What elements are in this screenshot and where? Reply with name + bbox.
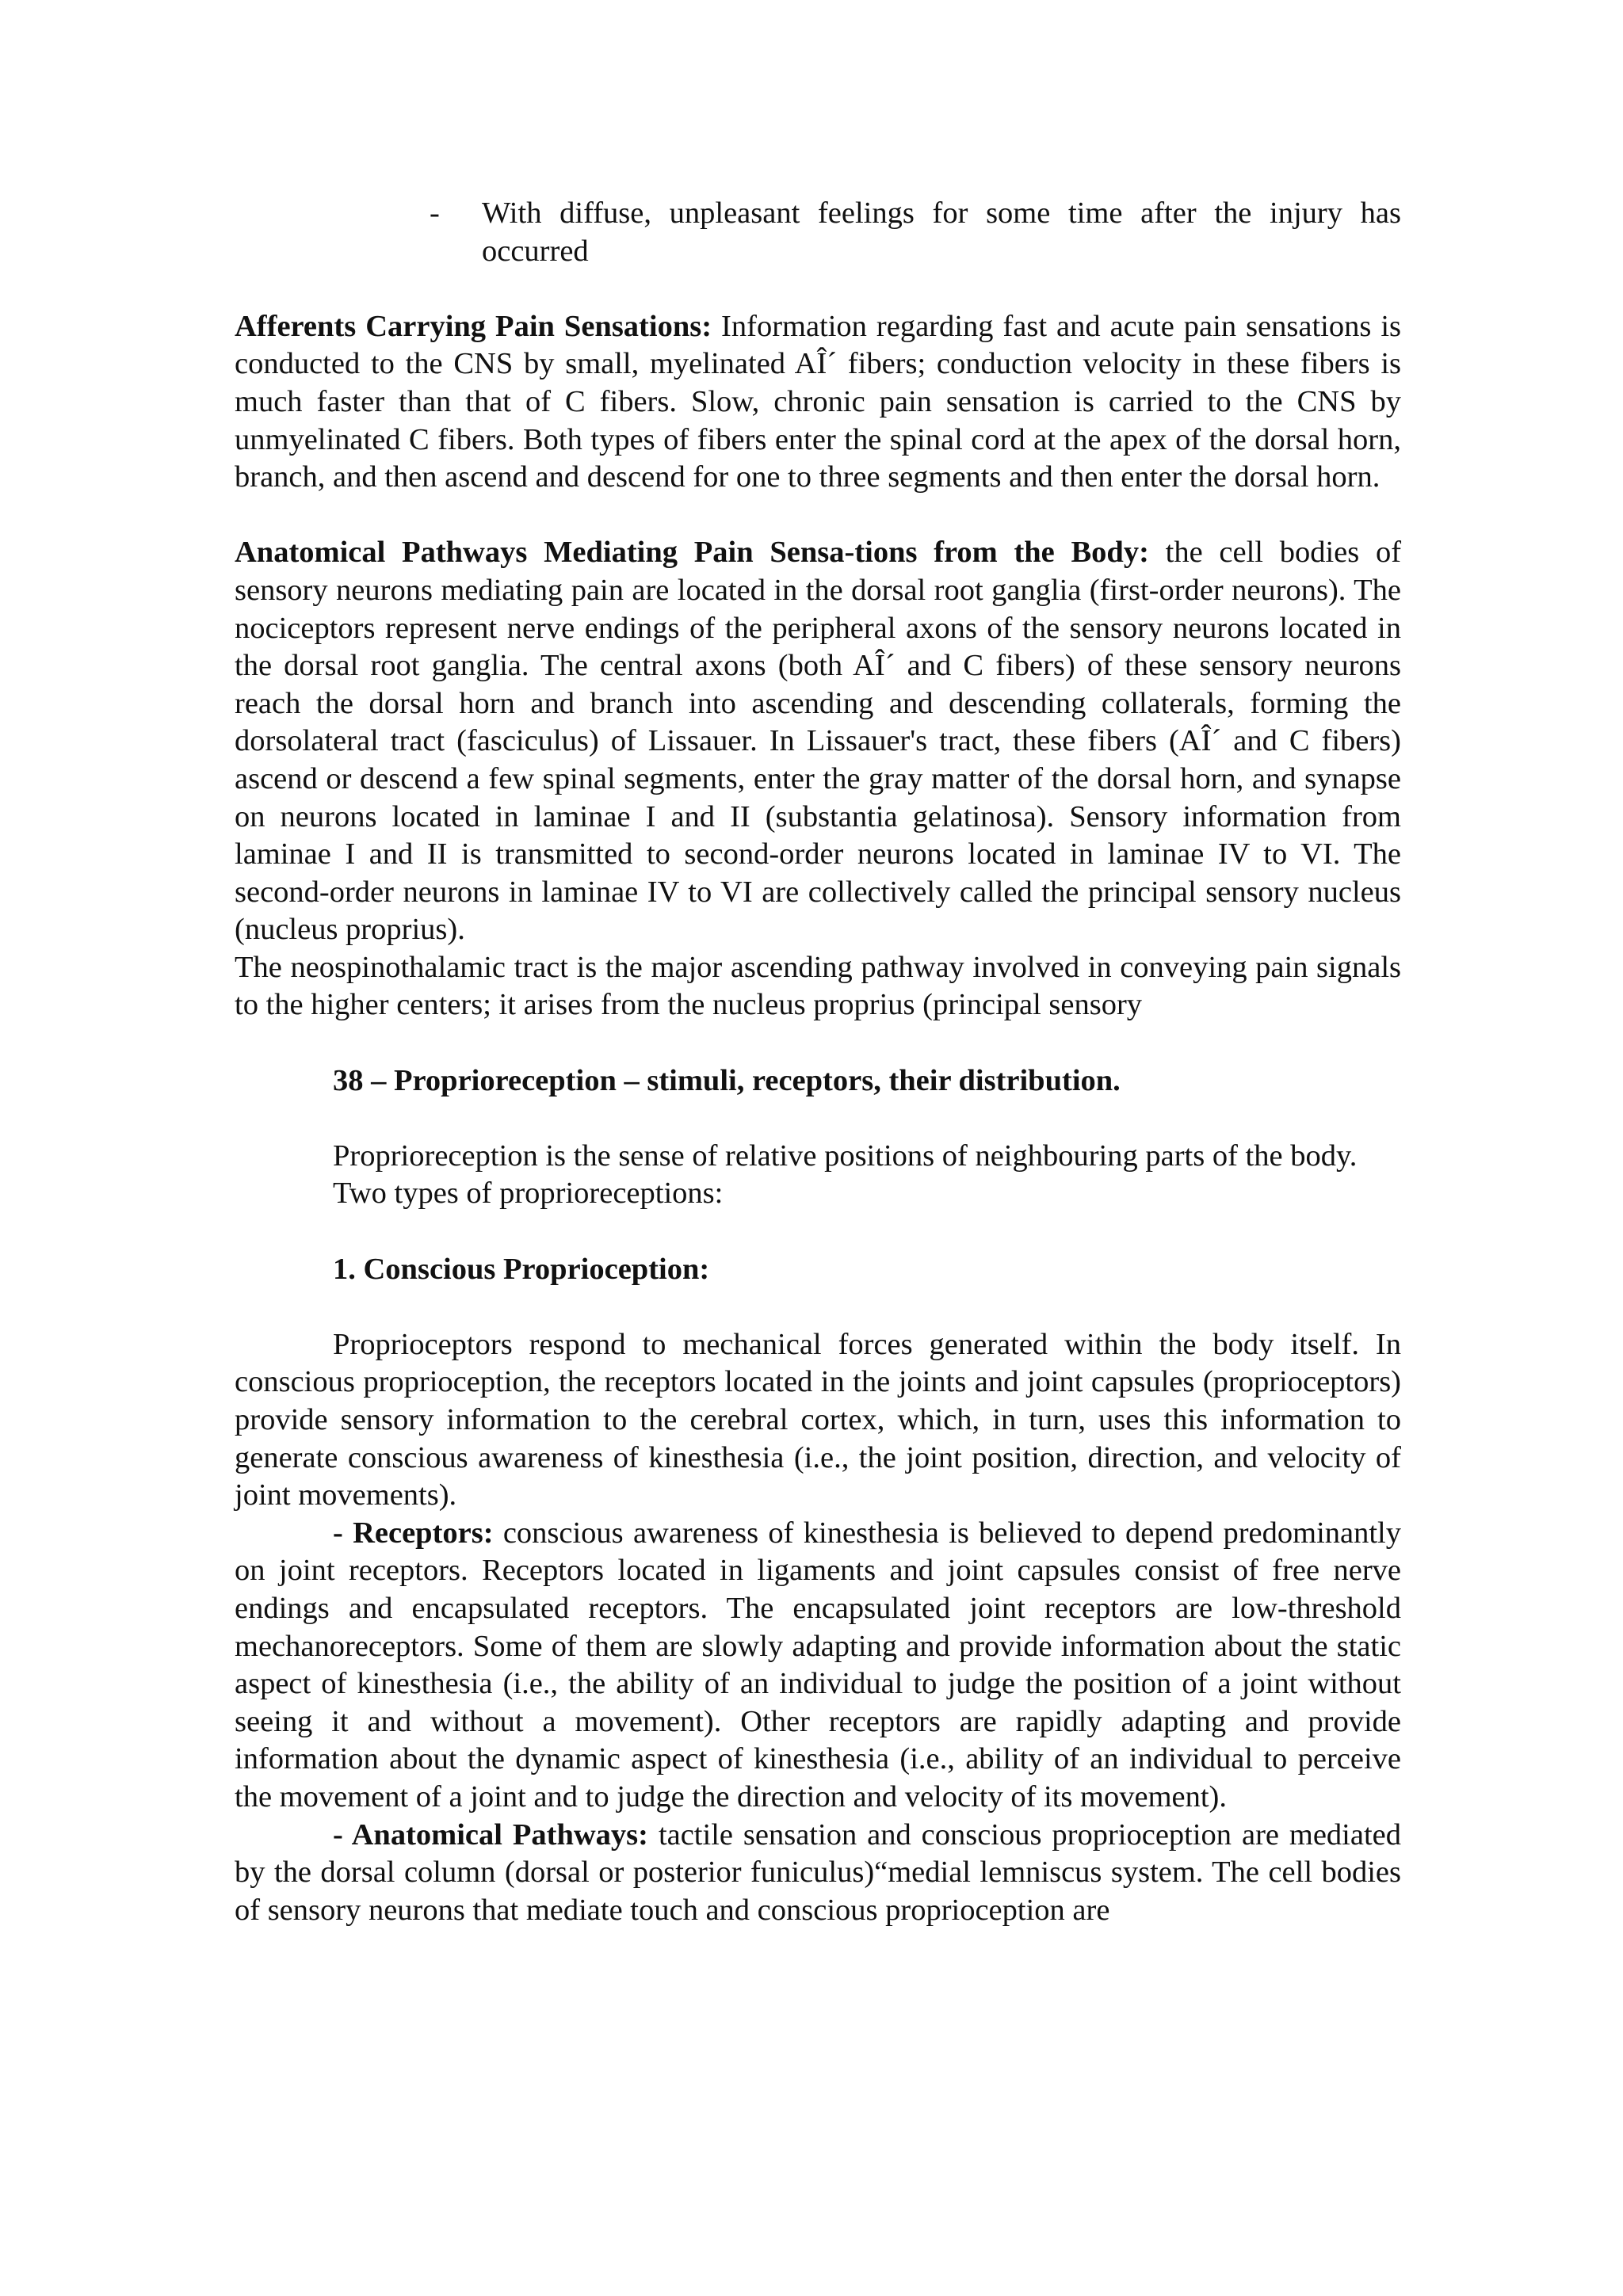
bullet-item <box>235 195 1401 270</box>
afferents-heading: Afferents Carrying Pain Sensations: <box>235 309 712 343</box>
anatomical-pathways-label: - Anatomical Pathways: <box>333 1817 648 1852</box>
types-intro: Two types of proprioreceptions: <box>333 1177 724 1211</box>
conscious-proprioception-heading: 1. Conscious Proprioception: <box>333 1252 710 1286</box>
bullet-text: With diffuse, unpleasant feelings for some time after the injury has occurred <box>482 196 1401 268</box>
receptors-body: conscious awareness of kinesthesia is believed to depend predominantly on joint receptors. Receptors located in ligaments and joint capsules consist of free nerve endings and encapsulated receptors. The encapsulated joint receptors are low-threshold mechanoreceptors. Some of them are slowly adapting and provide information about the static aspect of kinesthesia (i.e., the ability of an individual to judge the position of a joint without seeing it and without a movement). Other receptors are rapidly adapting and provide information about the dynamic aspect of kinesthesia (i.e., ability of an individual to perceive the movement of a joint and to judge the direction and velocity of its movement). <box>235 1516 1401 1814</box>
pathways-body: the cell bodies of sensory neurons mediating pain are located in the dorsal root ganglia (first-order neurons). The nociceptors represent nerve endings of the peripheral axons of the sensory neurons located in the dorsal root ganglia. The central axons (both AÎ´ and C fibers) of these sensory neurons reach the dorsal horn and branch into ascending and descending collaterals, forming the dorsolateral tract (fasciculus) of Lissauer. In Lissauer's tract, these fibers (AÎ´ and C fibers) ascend or descend a few spinal segments, enter the gray matter of the dorsal horn, and synapse on neurons located in laminae I and II (substantia gelatinosa). Sensory information from laminae I and II is transmitted to second-order neurons located in laminae IV to VI. The second-order neurons in laminae IV to VI are collectively called the principal sensory nucleus (nucleus proprius). <box>235 536 1402 947</box>
bullet-dash: - <box>430 196 440 230</box>
receptors-paragraph <box>235 1515 1401 1817</box>
afferents-paragraph <box>235 308 1401 497</box>
pathways-paragraph <box>235 534 1401 949</box>
conscious-proprioception-body: Proprioceptors respond to mechanical forces generated within the body itself. In conscious proprioception, the receptors located in the joints and joint capsules (proprioceptors) provide sensory information to the cerebral cortex, which, in turn, uses this information to generate conscious awareness of kinesthesia (i.e., the joint position, direction, and velocity of joint movements). <box>235 1327 1401 1512</box>
section-38-title: 38 – Proprioreception – stimuli, receptors, their distribution. <box>333 1063 1121 1097</box>
afferents-body: Information regarding fast and acute pain sensations is conducted to the CNS by small, myelinated AÎ´ fibers; conduction velocity in these fibers is much faster than that of C fibers. Slow, chronic pain sensation is carried to the CNS by unmyelinated C fibers. Both types of fibers enter the spinal cord at the apex of the dorsal horn, branch, and then ascend and descend for one to three segments and then enter the dorsal horn. <box>235 309 1402 494</box>
pathways-heading: Anatomical Pathways Mediating Pain Sensa-tions from the Body: <box>235 536 1149 570</box>
pathways-continuation: The neospinothalamic tract is the major ascending pathway involved in conveying pain signals to the higher centers; it arises from the nucleus proprius (principal sensory <box>235 950 1401 1022</box>
proprioreception-definition: Proprioreception is the sense of relative positions of neighbouring parts of the body. <box>333 1138 1358 1173</box>
anatomical-pathways-paragraph <box>235 1817 1401 1930</box>
receptors-label: - Receptors: <box>333 1516 494 1550</box>
anatomical-pathways-body: tactile sensation and conscious proprioception are mediated by the dorsal column (dorsal or posterior funiculus)“medial lemniscus system. The cell bodies of sensory neurons that mediate touch and conscious proprioception are <box>235 1817 1401 1927</box>
document-page <box>235 195 1401 1929</box>
